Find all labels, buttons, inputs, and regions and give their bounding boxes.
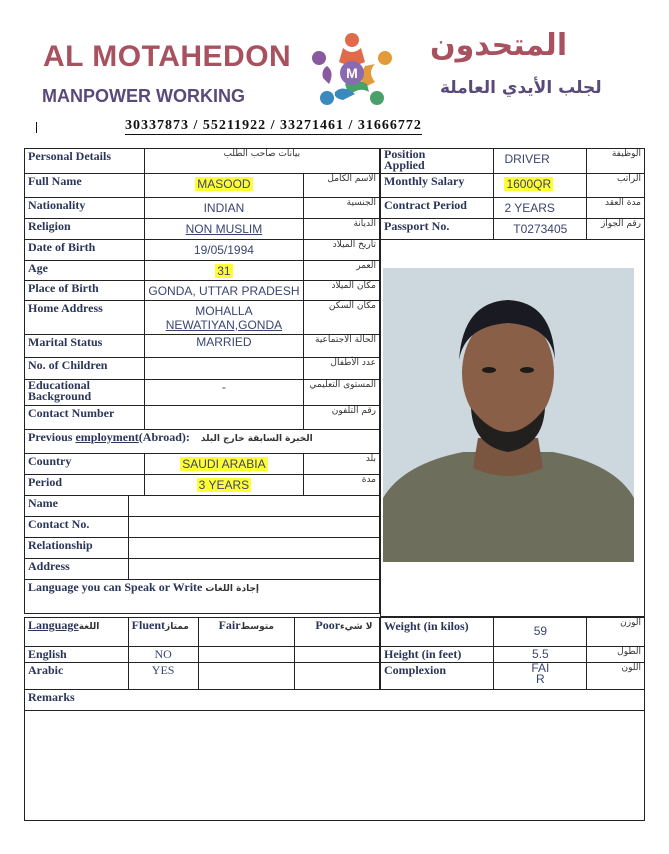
languages-table bbox=[24, 617, 380, 690]
position-value: DRIVER bbox=[494, 149, 587, 174]
age-label: Age bbox=[25, 261, 145, 281]
age-ar: العمر bbox=[304, 261, 380, 281]
weight-label: Weight (in kilos) bbox=[381, 618, 494, 647]
language-row-poor bbox=[295, 663, 380, 690]
language-header: Languageاللغة bbox=[25, 618, 129, 647]
salary-label: Monthly Salary bbox=[381, 174, 494, 198]
country-value: SAUDI ARABIA bbox=[144, 454, 304, 475]
position-label: Position Applied bbox=[381, 149, 494, 174]
ref-contact-label: Contact No. bbox=[25, 517, 129, 538]
salary-value: 1600QR bbox=[494, 174, 587, 198]
fluent-header: Fluentممتاز bbox=[128, 618, 198, 647]
children-label: No. of Children bbox=[25, 358, 145, 380]
language-row-fair bbox=[198, 647, 295, 663]
passport-label: Passport No. bbox=[381, 219, 494, 240]
country-label: Country bbox=[25, 454, 145, 475]
language-row-name: English bbox=[25, 647, 129, 663]
brand-name-en: AL MOTAHEDON bbox=[43, 40, 292, 73]
language-row-fair bbox=[198, 663, 295, 690]
remarks-value bbox=[25, 711, 645, 821]
nationality-ar: الجنسية bbox=[304, 198, 380, 219]
job-details-table bbox=[380, 148, 645, 240]
personal-details-label: Personal Details bbox=[25, 149, 145, 174]
full-name-label: Full Name bbox=[25, 174, 145, 198]
salary-ar: الراتب bbox=[587, 174, 645, 198]
language-line: Language you can Speak or Write إجادة اللغات bbox=[25, 580, 380, 614]
nationality-label: Nationality bbox=[25, 198, 145, 219]
nationality-value: INDIAN bbox=[144, 198, 304, 219]
weight-value: 59 bbox=[494, 618, 587, 647]
contact-number-value bbox=[144, 406, 304, 430]
ref-relationship-value bbox=[128, 538, 379, 559]
marital-status-label: Marital Status bbox=[25, 335, 145, 358]
height-ar: الطول bbox=[587, 647, 645, 663]
ref-contact-value bbox=[128, 517, 379, 538]
period-ar: مدة bbox=[304, 475, 380, 496]
fair-header: Fairمتوسط bbox=[198, 618, 295, 647]
reference-table bbox=[24, 495, 380, 614]
contact-number-ar: رقم التلفون bbox=[304, 406, 380, 430]
ref-relationship-label: Relationship bbox=[25, 538, 129, 559]
ref-name-label: Name bbox=[25, 496, 129, 517]
home-address-value: MOHALLA NEWATIYAN,GONDA bbox=[144, 301, 304, 335]
full-name-value: MASOOD bbox=[144, 174, 304, 198]
remarks-table bbox=[24, 689, 645, 821]
home-address-ar: مكان السكن bbox=[304, 301, 380, 335]
education-ar: المستوى التعليمي bbox=[304, 380, 380, 406]
marital-status-ar: الحالة الاجتماعية bbox=[304, 335, 380, 358]
dob-ar: تاريخ الميلاد bbox=[304, 240, 380, 261]
period-label: Period bbox=[25, 475, 145, 496]
text-cursor bbox=[36, 122, 37, 133]
pob-ar: مكان الميلاد bbox=[304, 281, 380, 301]
height-value: 5.5 bbox=[494, 647, 587, 663]
ref-address-label: Address bbox=[25, 559, 129, 580]
language-row-name: Arabic bbox=[25, 663, 129, 690]
children-value bbox=[144, 358, 304, 380]
religion-label: Religion bbox=[25, 219, 145, 240]
religion-ar: الديانة bbox=[304, 219, 380, 240]
physical-details-table bbox=[380, 617, 645, 690]
logo-letter: M bbox=[346, 65, 358, 81]
height-label: Height (in feet) bbox=[381, 647, 494, 663]
phone-numbers: 30337873 / 55211922 / 33271461 / 31666772 bbox=[125, 118, 422, 133]
previous-employment-label: Previous employment(Abroad): الخبرة السابقة خارج البلد bbox=[25, 430, 380, 454]
brand-tagline-en: MANPOWER WORKING bbox=[42, 86, 245, 106]
company-logo-icon bbox=[303, 28, 401, 112]
pob-label: Place of Birth bbox=[25, 281, 145, 301]
ref-address-value bbox=[128, 559, 379, 580]
complexion-ar: اللون bbox=[587, 663, 645, 690]
contract-label: Contract Period bbox=[381, 198, 494, 219]
dob-value: 19/05/1994 bbox=[144, 240, 304, 261]
religion-value: NON MUSLIM bbox=[144, 219, 304, 240]
period-value: 3 YEARS bbox=[144, 475, 304, 496]
complexion-label: Complexion bbox=[381, 663, 494, 690]
children-ar: عدد الأطفال bbox=[304, 358, 380, 380]
contact-number-label: Contact Number bbox=[25, 406, 145, 430]
pob-value: GONDA, UTTAR PRADESH bbox=[144, 281, 304, 301]
brand-name-ar: المتحدون bbox=[430, 28, 568, 63]
remarks-label: Remarks bbox=[25, 690, 645, 711]
applicant-photo bbox=[383, 268, 634, 562]
language-row-fluent: NO bbox=[128, 647, 198, 663]
language-row-fluent: YES bbox=[128, 663, 198, 690]
ref-name-value bbox=[128, 496, 379, 517]
weight-ar: الوزن bbox=[587, 618, 645, 647]
passport-ar: رقم الجواز bbox=[587, 219, 645, 240]
marital-status-value: MARRIED bbox=[144, 335, 304, 358]
education-label: Educational Background bbox=[25, 380, 145, 406]
position-ar: الوظيفة bbox=[587, 149, 645, 174]
complexion-value: FAIR bbox=[494, 663, 587, 690]
personal-details-table bbox=[24, 148, 380, 496]
country-ar: بلد bbox=[304, 454, 380, 475]
personal-details-ar: بيانات صاحب الطلب bbox=[144, 149, 379, 174]
education-value: - bbox=[144, 380, 304, 406]
contract-value: 2 YEARS bbox=[494, 198, 587, 219]
full-name-ar: الاسم الكامل bbox=[304, 174, 380, 198]
home-address-label: Home Address bbox=[25, 301, 145, 335]
language-row-poor bbox=[295, 647, 380, 663]
age-value: 31 bbox=[144, 261, 304, 281]
person-photo-icon bbox=[383, 268, 634, 562]
contract-ar: مدة العقد bbox=[587, 198, 645, 219]
poor-header: Poorلا شيء bbox=[295, 618, 380, 647]
brand-tagline-ar: لجلب الأيدي العاملة bbox=[440, 78, 602, 98]
dob-label: Date of Birth bbox=[25, 240, 145, 261]
passport-value: T0273405 bbox=[494, 219, 587, 240]
